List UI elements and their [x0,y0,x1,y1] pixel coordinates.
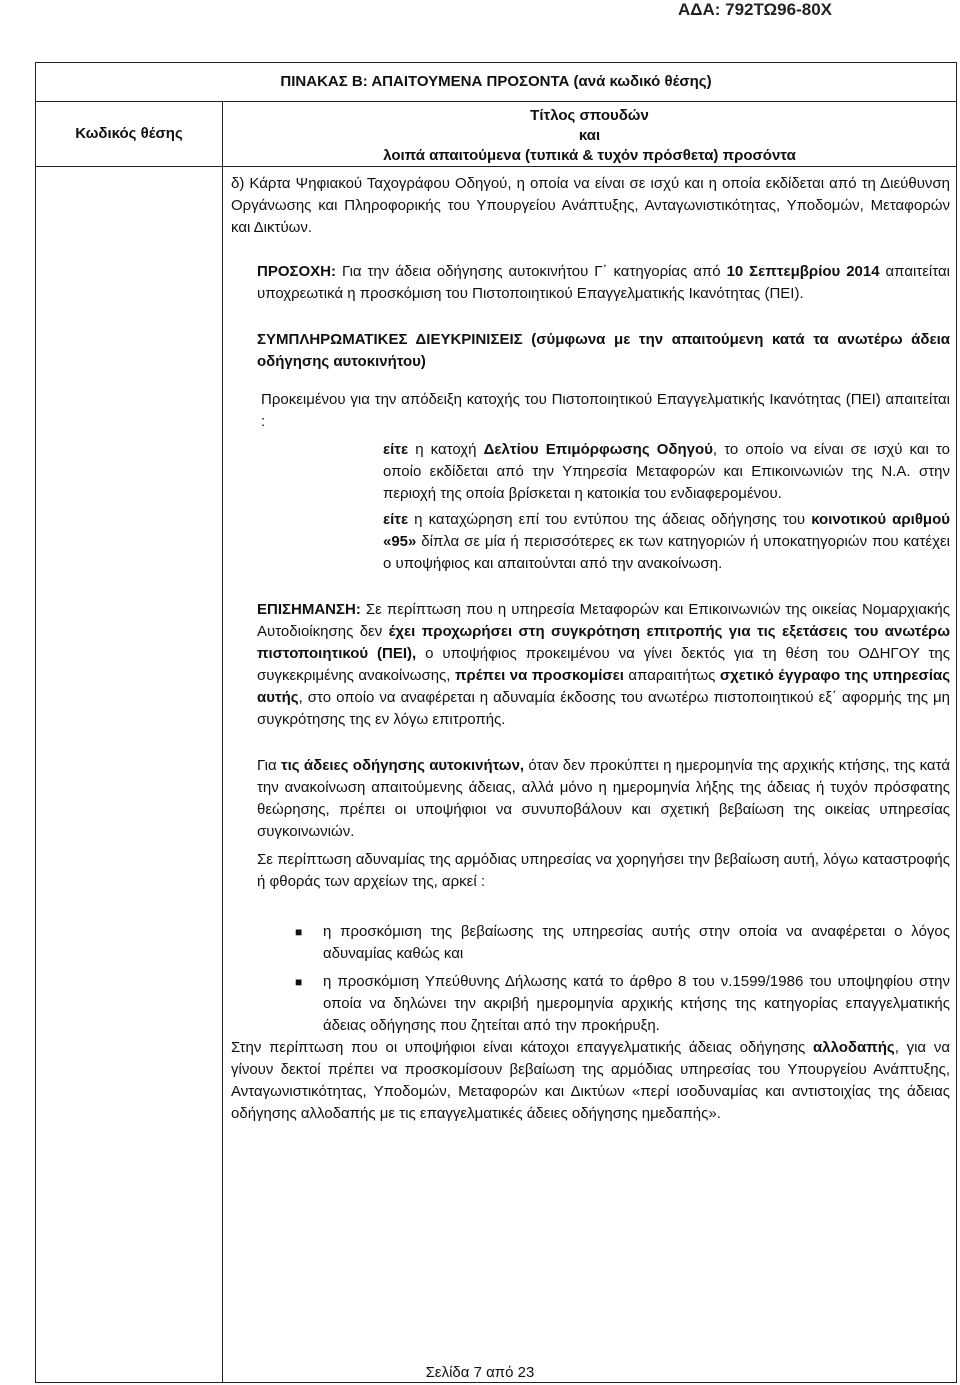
text: έχει προχωρήσει στη συγκρότηση επιτροπής για τις εξετάσεις του ανωτέρω πιστοποιητικού (ΠΕΙ), [257,623,950,662]
text: , για να γίνουν δεκτοί πρέπει να προσκομίσουν βεβαίωση της αρμόδιας υπηρεσίας του Υπουργείου Ανάπτυξης, Ανταγωνιστικότητας, Υποδομών, Μεταφορών και Δικτύων «περί ισοδυναμίας και αντιστοιχίας της άδειας οδήγησης αλλοδαπής με τις επαγγελματικές άδειες οδήγησης ημεδαπής». [231,1039,950,1122]
text: πρέπει να προσκομίσει [454,667,624,684]
text: Για την άδεια οδήγησης αυτοκινήτου Γ΄ κατηγορίας από [336,263,727,280]
text: , το οποίο να είναι σε ισχύ και το οποίο εκδίδεται από την Υπηρεσία Μεταφορών και Επικοινωνιών της Ν.Α. στην περιοχή της οποία βρίσκεται η κατοικία του ενδιαφερομένου. [383,441,950,502]
text: τις άδειες οδήγησης αυτοκινήτων, [280,757,525,774]
column-header-line: Τίτλος σπουδών [530,107,649,124]
text: κοινοτικού αριθμού «95» [383,511,951,550]
requirements-table [35,62,957,1383]
code-cell [36,167,223,1383]
list-item: ■ η προσκόμιση της βεβαίωσης της υπηρεσίας αυτής στην οποία να αναφέρεται ο λόγος αδυναμίας καθώς και [323,921,950,965]
text: είτε [383,441,409,458]
text: , στο οποίο να αναφέρεται η αδυναμία έκδοσης του ανωτέρω πιστοποιητικού εξ΄ αφορμής της μη συγκρότησης της εν λόγω επιτροπής. [257,689,950,728]
text: σχετικό έγγραφο της υπηρεσίας αυτής [257,667,951,706]
text: Για [257,757,281,774]
text: Σε περίπτωση που η υπηρεσία Μεταφορών και Επικοινωνιών της οικείας Νομαρχιακής Αυτοδιοίκησης δεν [257,601,950,640]
paragraph-tachograph: δ) Κάρτα Ψηφιακού Ταχογράφου Οδηγού, η οποία να είναι σε ισχύ και η οποία εκδίδεται από τη Διεύθυνση Οργάνωσης και Πληροφορικής του Υπουργείου Ανάπτυξης, Ανταγωνιστικότητας, Υποδομών, Μεταφορών και Δικτύων. [231,175,950,236]
text: απαραιτήτως [623,667,720,684]
heading-clarifications [231,329,950,373]
text: είτε [383,511,409,528]
paragraph-either-1 [231,439,950,505]
text: Δελτίου Επιμόρφωσης Οδηγού [483,441,713,458]
text: η κατοχή [408,441,484,458]
text: Στην περίπτωση που οι υποψήφιοι είναι κάτοχοι επαγγελματικής άδειας οδήγησης [231,1039,814,1056]
list-item: ■ η προσκόμιση Υπεύθυνης Δήλωσης κατά το άρθρο 8 του ν.1599/1986 του υποψηφίου στην οποία να δηλώνει την ακριβή ημερομηνία αρχικής κτήσης της κατηγορίας επαγγελματικής άδειας οδήγησης που ζητείται από την προκήρυξη. [323,971,950,1037]
paragraph-licenses [231,755,950,843]
ada-code: ΑΔΑ: 792ΤΩ96-80Χ [677,0,832,19]
column-header-requirements [223,102,957,167]
attention-label: ΠΡΟΣΟΧΗ: [257,263,337,280]
paragraph-inability: Σε περίπτωση αδυναμίας της αρμόδιας υπηρεσίας να χορηγήσει την βεβαίωση αυτή, λόγω καταστροφής ή φθοράς των αρχείων της, αρκεί : [257,851,950,890]
table-title: ΠΙΝΑΚΑΣ Β: ΑΠΑΙΤΟΥΜΕΝΑ ΠΡΟΣΟΝΤΑ (ανά κωδικό θέσης) [36,63,957,102]
text: δίπλα σε μία ή περισσότερες εκ των κατηγοριών ή υποκατηγοριών που κατέχει ο υποψήφιος και απαιτούνται από την ανακοίνωση. [383,533,950,572]
column-header-code: Κωδικός θέσης [36,102,223,167]
notice-label: ΕΠΙΣΗΜΑΝΣΗ: [257,601,361,618]
column-header-line: και [578,127,601,144]
requirements-cell [223,167,957,1383]
date-text: 10 Σεπτεμβρίου 2014 [726,263,880,280]
column-header-line: λοιπά απαιτούμενα (τυπικά & τυχόν πρόσθετα) προσόντα [383,147,796,164]
text: ο υποψήφιος προκειμένου να γίνει δεκτός για τη θέση του ΟΔΗΓΟΥ της συγκεκριμένης ανακοίνωσης, [257,645,950,684]
text: όταν δεν προκύπτει η ημερομηνία της αρχικής κτήσης, της κατά την ανακοίνωση απαιτούμενης άδειας, αλλά μόνο η ημερομηνία λήξης της άδειας ή τυχόν πρόσφατης θεώρησης, πρέπει οι υποψήφιοι να συνυποβάλουν και σχετική βεβαίωση της οικείας υπηρεσίας συγκοινωνιών. [257,757,950,840]
text: αλλοδαπής [813,1039,895,1056]
paragraph-attention [231,261,950,305]
paragraph-either-2 [231,509,950,575]
page-number: Σελίδα 7 από 23 [425,1364,535,1381]
paragraph-foreign [231,1037,950,1125]
requirements-list [231,921,950,1037]
text: ΣΥΜΠΛΗΡΩΜΑΤΙΚΕΣ ΔΙΕΥΚΡΙΝΙΣΕΙΣ (σύμφωνα με την απαιτούμενη κατά τα ανωτέρω άδεια οδήγησης αυτοκινήτου) [257,331,950,370]
paragraph-pei: Προκειμένου για την απόδειξη κατοχής του Πιστοποιητικού Επαγγελματικής Ικανότητας (ΠΕΙ) απαιτείται : [261,391,950,430]
paragraph-notice [231,599,950,731]
text: απαιτείται υποχρεωτικά η προσκόμιση του Πιστοποιητικού Επαγγελματικής Ικανότητας (ΠΕΙ). [257,263,950,302]
text: η καταχώρηση επί του εντύπου της άδειας οδήγησης του [408,511,812,528]
